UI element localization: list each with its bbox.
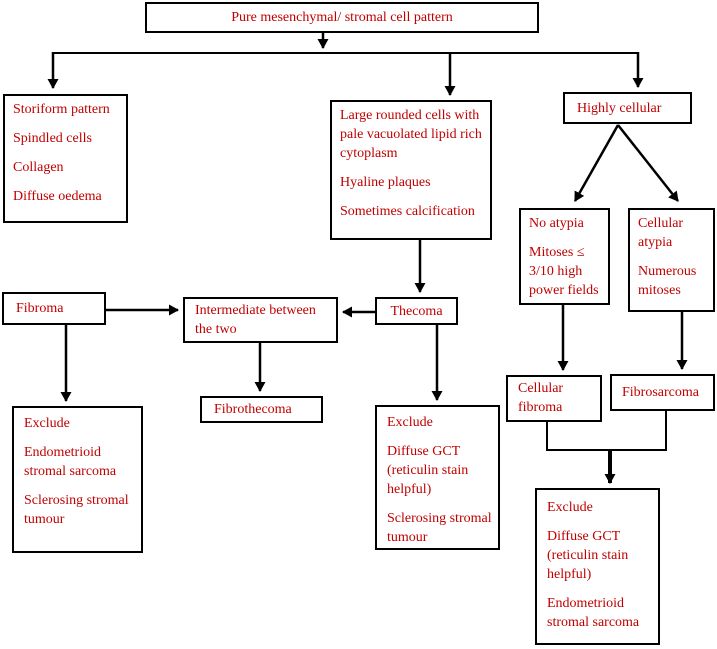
node-thecoma <box>375 297 458 325</box>
node-cellular-atypia <box>628 208 715 312</box>
node-line: Storiform pattern <box>13 102 110 117</box>
node-label: Fibrosarcoma <box>622 385 699 400</box>
node-label: Fibrothecoma <box>214 402 292 417</box>
node-line: Large rounded cells with pale vacuolated lipid rich cytoplasm <box>340 108 482 161</box>
node-line: Sometimes calcification <box>340 204 475 219</box>
node-exclude-middle <box>375 405 500 550</box>
node-label: Fibroma <box>16 301 64 316</box>
node-highly-cellular <box>563 92 692 124</box>
arrow-highly-cellular-to-cellular-atypia <box>618 125 678 201</box>
arrow-highly-cellular-to-no-atypia <box>575 125 618 201</box>
node-label: Highly cellular <box>577 100 662 116</box>
node-fibroma <box>2 292 106 325</box>
node-fibrosarcoma <box>610 374 715 411</box>
node-pure-mesenchymal-pattern <box>145 2 539 33</box>
node-label: Intermediate between the two <box>195 303 316 337</box>
node-line: Exclude <box>24 416 70 431</box>
node-line: Sclerosing stromal tumour <box>24 493 129 527</box>
node-intermediate-between <box>183 297 338 343</box>
node-exclude-left <box>12 406 143 553</box>
node-cellular-fibroma <box>506 375 602 422</box>
node-line: Exclude <box>547 500 593 515</box>
node-no-atypia <box>519 208 610 305</box>
node-large-rounded-cells <box>330 100 492 240</box>
node-label: Thecoma <box>390 303 443 319</box>
node-storiform-features <box>3 94 128 223</box>
node-line: Endometrioid stromal sarcoma <box>24 445 117 479</box>
node-line: Cellular atypia <box>638 216 684 250</box>
node-line: Exclude <box>387 415 433 430</box>
node-label: Cellular fibroma <box>518 381 564 415</box>
node-line: Numerous mitoses <box>638 264 697 298</box>
node-line: No atypia <box>529 216 584 231</box>
node-line: Diffuse oedema <box>13 189 102 204</box>
node-exclude-right <box>535 488 660 645</box>
node-line: Spindled cells <box>13 131 92 146</box>
node-label: Pure mesenchymal/ stromal cell pattern <box>231 10 453 25</box>
node-line: Hyaline plaques <box>340 175 431 190</box>
node-line: Diffuse GCT (reticulin stain helpful) <box>547 529 629 582</box>
node-fibrothecoma <box>200 396 323 423</box>
node-line: Collagen <box>13 160 64 175</box>
node-line: Endometrioid stromal sarcoma <box>547 596 640 630</box>
node-line: Diffuse GCT (reticulin stain helpful) <box>387 444 469 497</box>
node-line: Mitoses ≤ 3/10 high power fields <box>529 245 599 298</box>
node-line: Sclerosing stromal tumour <box>387 511 492 545</box>
